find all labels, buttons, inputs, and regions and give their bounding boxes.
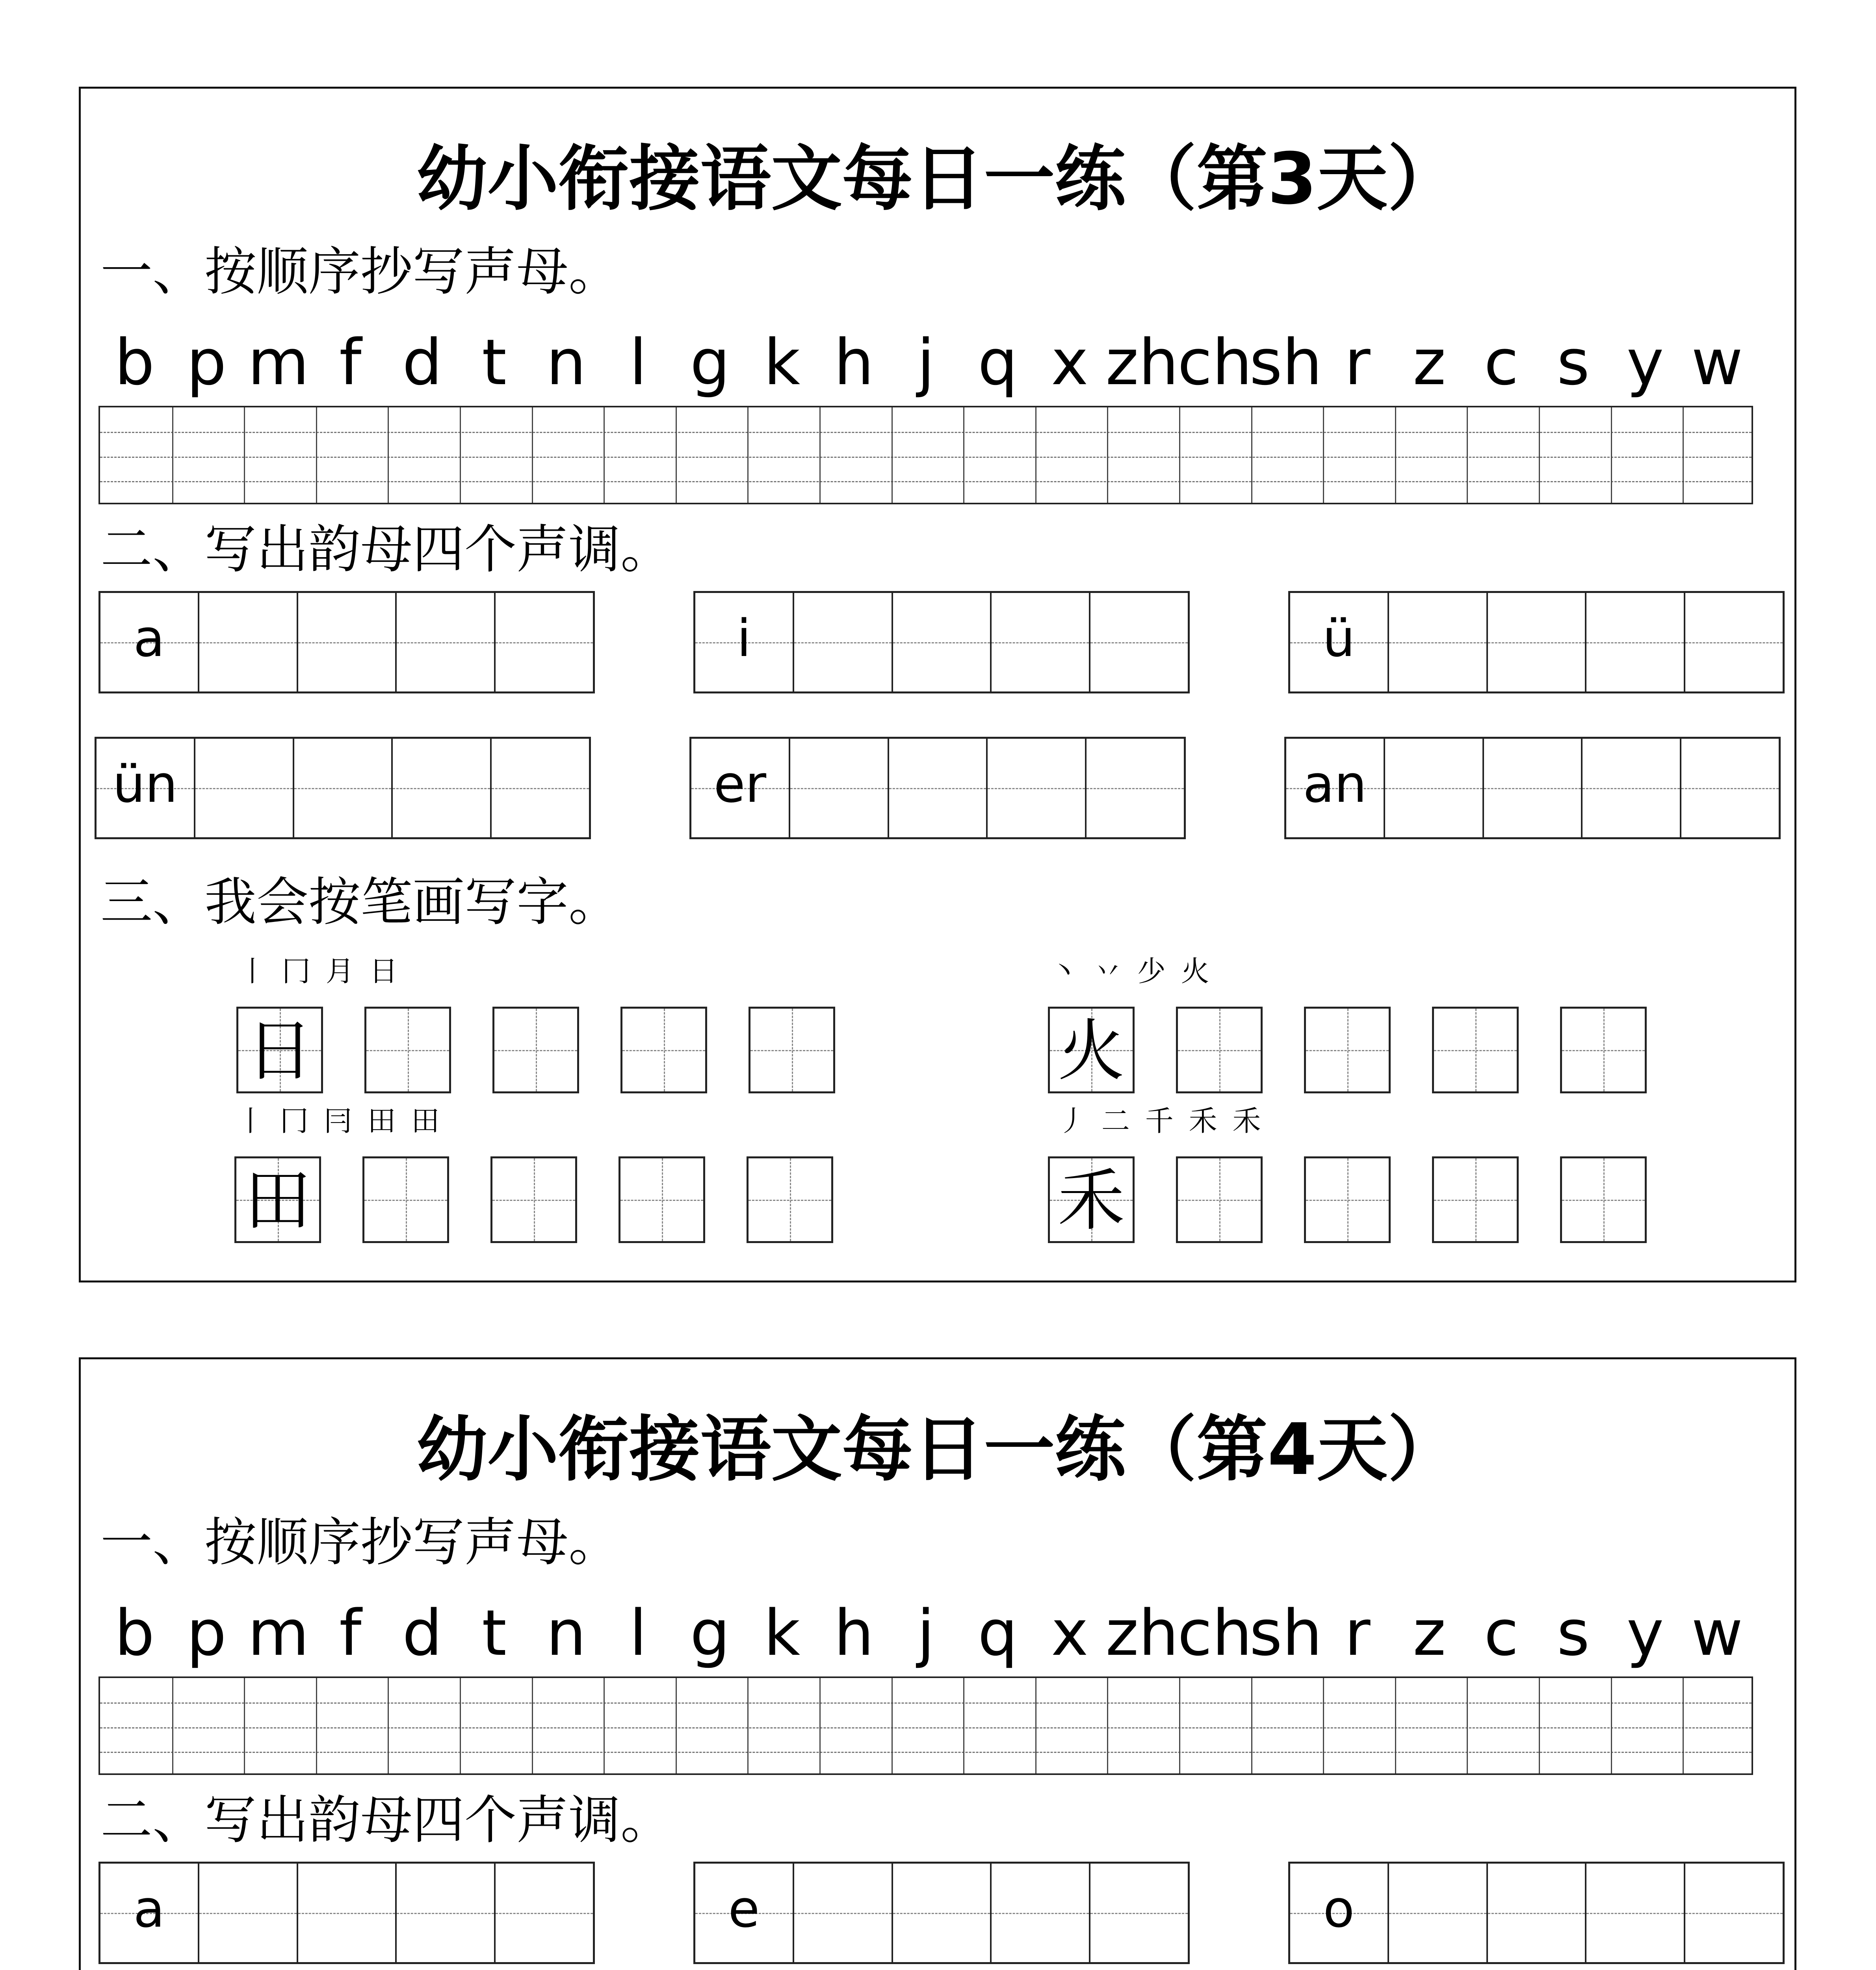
initial-letter: b	[114, 1596, 155, 1670]
section-heading-finals: 二、写出韵母四个声调。	[100, 519, 672, 580]
final-label-cell	[100, 593, 199, 691]
tone-cell[interactable]	[397, 593, 496, 691]
tone-cell[interactable]	[794, 1864, 893, 1962]
final-label: o	[1323, 1879, 1355, 1939]
initial-letter: k	[763, 325, 801, 399]
tone-cell[interactable]	[397, 1864, 496, 1962]
tone-cell[interactable]	[1586, 1864, 1685, 1962]
initial-letter: y	[1626, 1596, 1664, 1670]
tone-writing-row[interactable]	[98, 1862, 595, 1964]
initial-letter: zh	[1105, 1596, 1179, 1670]
initial-letter: s	[1557, 1596, 1590, 1670]
final-label: ü	[1322, 608, 1355, 668]
final-label: i	[737, 608, 751, 668]
model-character: 禾	[1057, 1162, 1125, 1240]
initial-letter: t	[482, 1596, 507, 1670]
stroke-order: 丿 二 千 禾 禾	[1058, 1104, 1264, 1137]
model-character: 火	[1057, 1012, 1125, 1090]
initial-letter: ch	[1178, 1596, 1252, 1670]
initial-letter: d	[402, 325, 442, 399]
initial-letter: c	[1484, 325, 1519, 399]
initial-letter: m	[247, 325, 309, 399]
tone-cell[interactable]	[794, 593, 893, 691]
initial-letter: r	[1344, 325, 1371, 399]
tone-cell[interactable]	[1583, 739, 1681, 837]
tone-cell[interactable]	[496, 1864, 593, 1962]
tone-cell[interactable]	[988, 739, 1087, 837]
tone-cell[interactable]	[1090, 593, 1188, 691]
tone-cell[interactable]	[790, 739, 889, 837]
worksheet-card	[79, 1357, 1796, 1970]
tone-cell[interactable]	[199, 593, 298, 691]
section-heading-initials: 一、按顺序抄写声母。	[100, 1512, 620, 1573]
initial-letter: sh	[1249, 1596, 1322, 1670]
stroke-order: 丨 冂 月 日	[238, 955, 401, 988]
tone-cell[interactable]	[1087, 739, 1184, 837]
initial-letter: w	[1691, 1596, 1743, 1670]
tone-cell[interactable]	[1586, 593, 1685, 691]
practice-character-box[interactable]	[1560, 1007, 1647, 1093]
tone-writing-row[interactable]	[95, 737, 591, 839]
practice-character-box[interactable]	[1432, 1156, 1519, 1243]
tone-writing-row[interactable]	[98, 591, 595, 693]
initial-letter: z	[1413, 1596, 1446, 1670]
initial-letter: j	[917, 325, 935, 399]
initial-letter: f	[339, 1596, 362, 1670]
model-character-box	[236, 1007, 323, 1093]
initial-letter: w	[1691, 325, 1743, 399]
tone-cell[interactable]	[1488, 1864, 1587, 1962]
tone-cell[interactable]	[1685, 593, 1783, 691]
model-character: 日	[246, 1012, 313, 1090]
initial-letter: l	[629, 1596, 647, 1670]
initial-letter: p	[186, 325, 227, 399]
initial-letter: g	[690, 1596, 730, 1670]
practice-character-box[interactable]	[1176, 1007, 1263, 1093]
initial-letter: sh	[1249, 325, 1322, 399]
tone-writing-row[interactable]	[1284, 737, 1781, 839]
tone-cell[interactable]	[1385, 739, 1484, 837]
final-label-cell	[97, 739, 195, 837]
final-label: a	[133, 1879, 165, 1939]
initial-letter: g	[690, 325, 730, 399]
final-label: er	[713, 754, 767, 814]
initial-letter: d	[402, 1596, 442, 1670]
initial-letter: f	[339, 325, 362, 399]
practice-character-box[interactable]	[362, 1156, 449, 1243]
tone-cell[interactable]	[492, 739, 589, 837]
initial-letter: n	[546, 325, 586, 399]
tone-cell[interactable]	[1389, 593, 1488, 691]
model-character-box	[1048, 1007, 1135, 1093]
practice-character-box[interactable]	[749, 1007, 835, 1093]
initial-letter: k	[763, 1596, 801, 1670]
stroke-order: 丶 丷 少 火	[1050, 955, 1213, 988]
model-character-box	[1048, 1156, 1135, 1243]
tone-cell[interactable]	[1484, 739, 1583, 837]
final-label-cell	[695, 1864, 794, 1962]
tone-cell[interactable]	[298, 593, 397, 691]
tone-cell[interactable]	[1090, 1864, 1188, 1962]
practice-character-box[interactable]	[1304, 1156, 1391, 1243]
model-character-box	[234, 1156, 321, 1243]
final-label: a	[133, 608, 165, 668]
tone-writing-row[interactable]	[1288, 1862, 1785, 1964]
final-label: ün	[113, 754, 178, 814]
tone-cell[interactable]	[889, 739, 988, 837]
initial-letter: z	[1413, 325, 1446, 399]
initial-letter: x	[1051, 1596, 1088, 1670]
initial-letter: t	[482, 325, 507, 399]
worksheet-title: 幼小衔接语文每日一练（第4天）	[416, 1409, 1459, 1491]
practice-character-box[interactable]	[1560, 1156, 1647, 1243]
section-heading-initials: 一、按顺序抄写声母。	[100, 242, 620, 302]
section-heading-characters: 三、我会按笔画写字。	[100, 872, 620, 933]
tone-cell[interactable]	[393, 739, 492, 837]
tone-cell[interactable]	[195, 739, 294, 837]
tone-cell[interactable]	[1389, 1864, 1488, 1962]
initial-letter: m	[247, 1596, 309, 1670]
tone-cell[interactable]	[893, 1864, 992, 1962]
final-label-cell	[1286, 739, 1385, 837]
practice-character-box[interactable]	[1432, 1007, 1519, 1093]
practice-character-box[interactable]	[364, 1007, 451, 1093]
final-label-cell	[691, 739, 790, 837]
tone-cell[interactable]	[1685, 1864, 1783, 1962]
initial-letter: ch	[1178, 325, 1252, 399]
practice-character-box[interactable]	[1176, 1156, 1263, 1243]
initial-letter: s	[1557, 325, 1590, 399]
tone-cell[interactable]	[992, 1864, 1090, 1962]
initial-letter: y	[1626, 325, 1664, 399]
initial-letter: b	[114, 325, 155, 399]
writing-grid[interactable]	[98, 1676, 1753, 1775]
stroke-order: 丨 冂 冃 田 田	[236, 1104, 443, 1137]
tone-writing-row[interactable]	[693, 1862, 1190, 1964]
tone-cell[interactable]	[298, 1864, 397, 1962]
initial-letter: h	[834, 325, 874, 399]
practice-character-box[interactable]	[492, 1007, 579, 1093]
tone-cell[interactable]	[496, 593, 593, 691]
tone-cell[interactable]	[1488, 593, 1587, 691]
final-label-cell	[1290, 593, 1389, 691]
practice-character-box[interactable]	[620, 1007, 707, 1093]
tone-cell[interactable]	[992, 593, 1090, 691]
initial-letter: l	[629, 325, 647, 399]
tone-cell[interactable]	[893, 593, 992, 691]
practice-character-box[interactable]	[619, 1156, 705, 1243]
initial-letter: n	[546, 1596, 586, 1670]
tone-writing-row[interactable]	[689, 737, 1186, 839]
worksheet-card	[79, 87, 1796, 1282]
worksheet-title: 幼小衔接语文每日一练（第3天）	[416, 138, 1459, 220]
tone-writing-row[interactable]	[1288, 591, 1785, 693]
tone-cell[interactable]	[1681, 739, 1779, 837]
practice-character-box[interactable]	[490, 1156, 577, 1243]
writing-grid[interactable]	[98, 406, 1753, 504]
tone-cell[interactable]	[294, 739, 393, 837]
initial-letter: c	[1484, 1596, 1519, 1670]
practice-character-box[interactable]	[747, 1156, 833, 1243]
final-label-cell	[100, 1864, 199, 1962]
initial-letter: p	[186, 1596, 227, 1670]
tone-cell[interactable]	[199, 1864, 298, 1962]
final-label-cell	[1290, 1864, 1389, 1962]
model-character: 田	[244, 1162, 311, 1240]
initial-letter: h	[834, 1596, 874, 1670]
initial-letter: x	[1051, 325, 1088, 399]
practice-character-box[interactable]	[1304, 1007, 1391, 1093]
initial-letter: q	[977, 1596, 1018, 1670]
initial-letter: zh	[1105, 325, 1179, 399]
final-label-cell	[695, 593, 794, 691]
final-label: e	[728, 1879, 760, 1939]
tone-writing-row[interactable]	[693, 591, 1190, 693]
initial-letter: r	[1344, 1596, 1371, 1670]
section-heading-finals: 二、写出韵母四个声调。	[100, 1790, 672, 1851]
final-label: an	[1303, 754, 1367, 814]
initial-letter: j	[917, 1596, 935, 1670]
initial-letter: q	[977, 325, 1018, 399]
